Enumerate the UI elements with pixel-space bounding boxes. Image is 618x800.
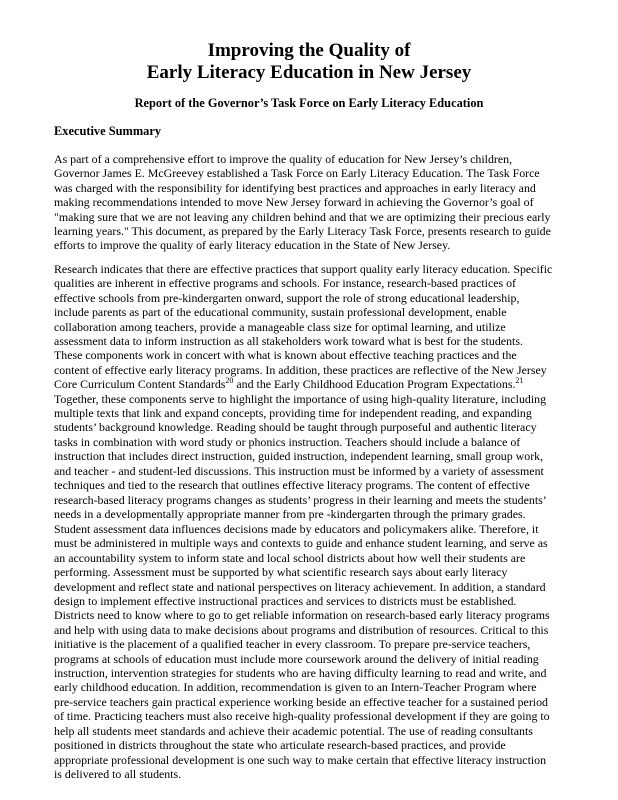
text-line: must be administered in multiple ways and contexts to guide and enhance student learning, and serve as <box>54 536 548 551</box>
text-line: Governor James E. McGreevey established a Task Force on Early Literacy Education. The Task Force <box>54 166 540 181</box>
text-line: research-based literacy programs changes as students’ progress in their learning and meets the students’ <box>54 492 547 507</box>
text-line: Districts need to know where to go to get reliable information on research-based early literacy programs <box>54 608 550 623</box>
section-heading-executive-summary: Executive Summary <box>54 124 162 138</box>
text-line: These components work in concert with what is known about effective teaching practices and the <box>54 348 517 363</box>
text-line: effective schools from pre-kindergarten onward, support the role of strong educational leadership, <box>54 290 520 305</box>
text-line: efforts to improve the quality of early literacy education in the State of New Jersey. <box>54 238 451 253</box>
text-line: initiative is the placement of a qualified teacher in every classroom. To prepare pre-service teachers, <box>54 637 531 652</box>
text-line: and help with using data to make decisions about programs and distribution of resources. Critical to this <box>54 622 549 637</box>
text-line: instruction that includes direct instruction, guided instruction, independent learning, small group work, <box>54 449 544 464</box>
text-line: appropriate professional development is one such way to make certain that effective literacy instruction <box>54 752 547 767</box>
text-line: instruction, intervention strategies for students who are having difficulty learning to read and write, and <box>54 666 547 681</box>
text-line: content of effective early literacy programs. In addition, these practices are reflective of the New Jersey <box>54 362 547 377</box>
text-line: include parents as part of the educational community, sustain professional development, enable <box>54 305 507 320</box>
text-line: an accountability system to inform state and local school districts about how well their students are <box>54 550 526 565</box>
footnote-line-text-2: and the Early Childhood Education Program Expectations. <box>233 377 516 392</box>
text-line: students’ background knowledge. Reading should be taught through purposeful and authentic literacy <box>54 420 537 435</box>
text-line: is delivered to all students. <box>54 766 182 781</box>
text-line: multiple texts that link and expand concepts, providing time for independent reading, and expanding <box>54 406 532 421</box>
text-line: design to implement effective instructional practices and services to districts must be established. <box>54 594 517 609</box>
report-subtitle: Report of the Governor’s Task Force on Early Literacy Education <box>134 96 484 110</box>
text-line: Together, these components serve to highlight the importance of using high-quality literature, including <box>54 391 547 406</box>
footnote-marker-21: 21 <box>515 376 524 386</box>
paragraph-effective-practices <box>54 262 574 521</box>
text-line: help all students meet standards and achieve their academic potential. The use of reading consultants <box>54 723 533 738</box>
text-line-with-footnotes <box>54 377 574 391</box>
text-line: performing. Assessment must be supported by what scientific research says about early literacy <box>54 565 508 580</box>
footnote-line-text-1: Core Curriculum Content Standards <box>54 377 226 392</box>
text-line: techniques and tied to the research that outlines effective literacy programs. The content of effective <box>54 478 530 493</box>
text-line: Research indicates that there are effective practices that support quality early literacy education. Specific <box>54 262 553 276</box>
text-line: qualities are inherent in effective programs and schools. For instance, research-based practices of <box>54 276 517 291</box>
footnote-marker-20: 20 <box>225 376 234 386</box>
document-title-line-2: Early Literacy Education in New Jersey <box>146 62 472 83</box>
text-line: learning years." This document, as prepared by the Early Literacy Task Force, presents research to guide <box>54 224 551 239</box>
paragraph-assessment <box>54 522 574 781</box>
text-line: "making sure that we are not leaving any children behind and that we are optimizing their precious early <box>54 209 551 224</box>
text-line: programs at schools of education must include more coursework around the delivery of initial reading <box>54 651 539 666</box>
text-line: needs in a developmentally appropriate manner from pre -kindergarten through the primary grades. <box>54 506 526 521</box>
text-line: pre-service teachers gain practical experience working beside an effective teacher for a sustained period <box>54 694 548 709</box>
text-line: As part of a comprehensive effort to improve the quality of education for New Jersey’s children, <box>54 152 513 166</box>
text-line: of time. Practicing teachers must also receive high-quality professional development if they are going to <box>54 709 550 724</box>
text-line: early childhood education. In addition, recommendation is given to an Intern-Teacher Program where <box>54 680 537 695</box>
document-title-line-1: Improving the Quality of <box>207 40 411 61</box>
text-line: was charged with the responsibility for identifying best practices and approaches in early literacy and <box>54 180 536 195</box>
text-line: Student assessment data influences decisions made by educators and policymakers alike. Therefore, it <box>54 522 539 536</box>
text-line: and teacher - and student-led discussions. This instruction must be informed by a variety of assessment <box>54 463 544 478</box>
text-line: assessment data to inform instruction as all stakeholders work toward what is best for the students. <box>54 334 523 349</box>
text-line: development and reflect state and national perspectives on literacy achievement. In addition, a standard <box>54 579 546 594</box>
text-line: tasks in combination with word study or phonics instruction. Teachers should include a balance of <box>54 434 521 449</box>
paragraph-introduction <box>54 152 574 253</box>
text-line: positioned in districts throughout the state who articulate research-based practices, and provide <box>54 738 506 753</box>
text-line: collaboration among teachers, provide a manageable class size for optimal learning, and utilize <box>54 319 506 334</box>
text-line: making recommendations intended to move New Jersey forward in achieving the Governor’s goal of <box>54 195 534 210</box>
